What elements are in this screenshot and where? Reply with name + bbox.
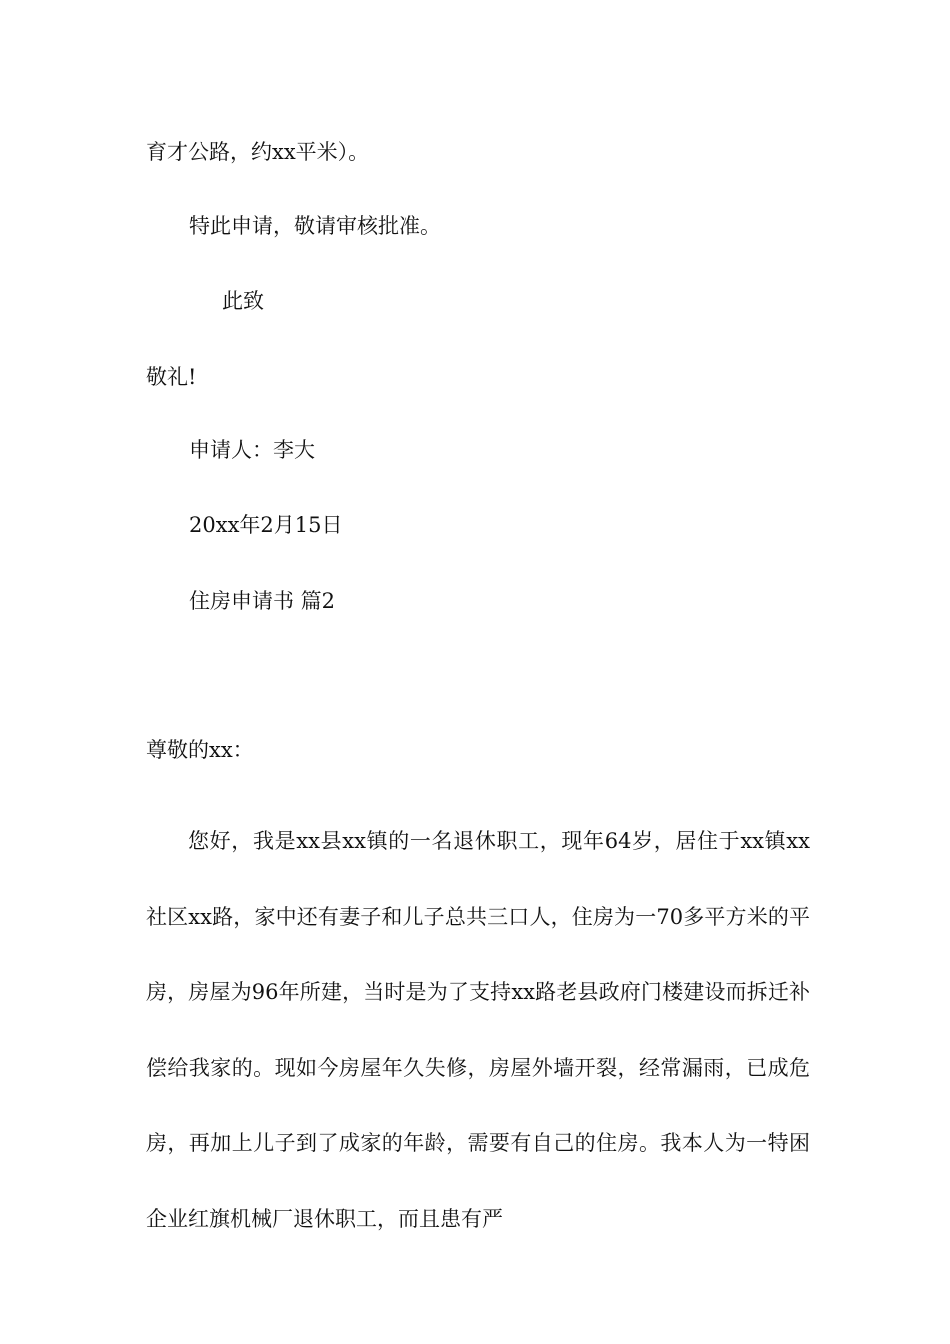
salutation-jing-li: 敬礼! (146, 365, 197, 389)
salutation-ci-zhi: 此致 (222, 289, 264, 313)
application-date: 20xx年2月15日 (189, 513, 343, 537)
continuation-line: 育才公路，约xx平米）。 (146, 140, 370, 164)
body-paragraph: 您好，我是xx县xx镇的一名退休职工，现年64岁，居住于xx镇xx社区xx路，家中还有妻子和儿子总共三口人，住房为一70多平方米的平房，房屋为96年所建，当时是为了支持xx路老县政府门楼建设而拆迁补偿给我家的。现如今房屋年久失修，房屋外墙开裂，经常漏雨，已成危房，再加上儿子到了成家的年龄，需要有自己的住房。我本人为一特困企业红旗机械厂退休职工，而且患有严 (146, 829, 810, 1231)
applicant-signature: 申请人：李大 (189, 438, 315, 462)
request-closing-line: 特此申请，敬请审核批准。 (189, 214, 441, 238)
greeting-line: 尊敬的xx： (146, 738, 254, 762)
section-heading: 住房申请书 篇2 (189, 589, 336, 613)
